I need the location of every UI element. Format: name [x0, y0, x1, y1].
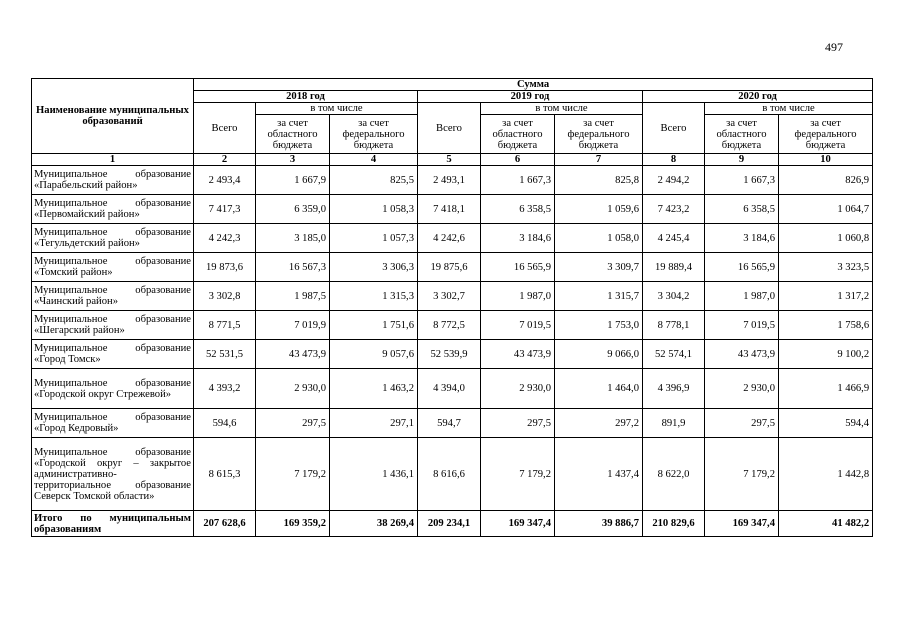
municipality-name: Муниципальное образование «Городской округ – закрытое административно-территориальное образование Северск Томской области»: [32, 438, 194, 511]
column-number: 8: [643, 154, 705, 166]
value-cell: 826,9: [779, 166, 873, 195]
value-cell: 16 565,9: [481, 253, 555, 282]
value-cell: 3 184,6: [481, 224, 555, 253]
table-row: [32, 311, 873, 340]
page-number: 497: [825, 40, 843, 54]
header-federal-2020: за счет федерального бюджета: [779, 115, 873, 154]
total-value-cell: 209 234,1: [418, 511, 481, 537]
value-cell: 7 179,2: [705, 438, 779, 511]
header-incl-2019: в том числе: [481, 103, 643, 115]
municipality-name: Муниципальное образование «Город Кедровый»: [32, 409, 194, 438]
value-cell: 19 889,4: [643, 253, 705, 282]
value-cell: 1 987,0: [481, 282, 555, 311]
value-cell: 3 185,0: [256, 224, 330, 253]
header-regional-2018: за счет областного бюджета: [256, 115, 330, 154]
table-row: [32, 253, 873, 282]
value-cell: 1 463,2: [330, 369, 418, 409]
municipality-name: Муниципальное образование «Городской округ Стрежевой»: [32, 369, 194, 409]
table-row: [32, 166, 873, 195]
value-cell: 7 019,5: [705, 311, 779, 340]
column-number-row: [32, 154, 873, 166]
value-cell: 4 245,4: [643, 224, 705, 253]
column-number: 1: [32, 154, 194, 166]
value-cell: 1 667,3: [705, 166, 779, 195]
value-cell: 1 317,2: [779, 282, 873, 311]
header-federal-2019: за счет федерального бюджета: [555, 115, 643, 154]
column-number: 7: [555, 154, 643, 166]
value-cell: 1 315,7: [555, 282, 643, 311]
value-cell: 2 493,4: [194, 166, 256, 195]
value-cell: 297,1: [330, 409, 418, 438]
table-row: [32, 438, 873, 511]
value-cell: 1 057,3: [330, 224, 418, 253]
value-cell: 3 304,2: [643, 282, 705, 311]
value-cell: 1 315,3: [330, 282, 418, 311]
header-incl-2020: в том числе: [705, 103, 873, 115]
value-cell: 7 179,2: [481, 438, 555, 511]
value-cell: 1 442,8: [779, 438, 873, 511]
value-cell: 4 242,6: [418, 224, 481, 253]
value-cell: 2 930,0: [256, 369, 330, 409]
value-cell: 4 393,2: [194, 369, 256, 409]
value-cell: 6 358,5: [705, 195, 779, 224]
value-cell: 9 066,0: [555, 340, 643, 369]
value-cell: 594,7: [418, 409, 481, 438]
value-cell: 7 019,5: [481, 311, 555, 340]
value-cell: 7 417,3: [194, 195, 256, 224]
value-cell: 1 058,0: [555, 224, 643, 253]
value-cell: 825,5: [330, 166, 418, 195]
value-cell: 7 019,9: [256, 311, 330, 340]
municipality-name: Муниципальное образование «Первомайский район»: [32, 195, 194, 224]
value-cell: 7 179,2: [256, 438, 330, 511]
value-cell: 16 565,9: [705, 253, 779, 282]
table-row: [32, 282, 873, 311]
total-value-cell: 169 347,4: [705, 511, 779, 537]
value-cell: 19 873,6: [194, 253, 256, 282]
value-cell: 825,8: [555, 166, 643, 195]
value-cell: 1 667,3: [481, 166, 555, 195]
header-incl-2018: в том числе: [256, 103, 418, 115]
value-cell: 1 464,0: [555, 369, 643, 409]
value-cell: 1 059,6: [555, 195, 643, 224]
value-cell: 8 778,1: [643, 311, 705, 340]
header-regional-2019: за счет областного бюджета: [481, 115, 555, 154]
value-cell: 7 418,1: [418, 195, 481, 224]
value-cell: 3 323,5: [779, 253, 873, 282]
value-cell: 52 539,9: [418, 340, 481, 369]
value-cell: 7 423,2: [643, 195, 705, 224]
value-cell: 1 987,0: [705, 282, 779, 311]
column-number: 9: [705, 154, 779, 166]
column-number: 5: [418, 154, 481, 166]
total-value-cell: 39 886,7: [555, 511, 643, 537]
value-cell: 19 875,6: [418, 253, 481, 282]
value-cell: 1 987,5: [256, 282, 330, 311]
total-value-cell: 41 482,2: [779, 511, 873, 537]
municipality-name: Муниципальное образование «Чаинский район»: [32, 282, 194, 311]
value-cell: 594,4: [779, 409, 873, 438]
table-row: [32, 195, 873, 224]
header-total-2019: Всего: [418, 103, 481, 154]
value-cell: 8 622,0: [643, 438, 705, 511]
value-cell: 9 057,6: [330, 340, 418, 369]
value-cell: 297,5: [256, 409, 330, 438]
value-cell: 2 930,0: [705, 369, 779, 409]
column-number: 4: [330, 154, 418, 166]
header-total-2018: Всего: [194, 103, 256, 154]
value-cell: 1 751,6: [330, 311, 418, 340]
budget-table: [31, 78, 873, 537]
value-cell: 43 473,9: [481, 340, 555, 369]
value-cell: 1 436,1: [330, 438, 418, 511]
value-cell: 4 394,0: [418, 369, 481, 409]
header-year-2018: 2018 год: [194, 91, 418, 103]
value-cell: 8 615,3: [194, 438, 256, 511]
value-cell: 3 309,7: [555, 253, 643, 282]
value-cell: 9 100,2: [779, 340, 873, 369]
total-row: [32, 511, 873, 537]
total-value-cell: 38 269,4: [330, 511, 418, 537]
total-value-cell: 169 359,2: [256, 511, 330, 537]
municipality-name: Муниципальное образование «Парабельский район»: [32, 166, 194, 195]
municipality-name: Муниципальное образование «Город Томск»: [32, 340, 194, 369]
column-number: 10: [779, 154, 873, 166]
value-cell: 43 473,9: [256, 340, 330, 369]
column-number: 3: [256, 154, 330, 166]
value-cell: 297,5: [481, 409, 555, 438]
header-year-2019: 2019 год: [418, 91, 643, 103]
value-cell: 2 493,1: [418, 166, 481, 195]
header-year-2020: 2020 год: [643, 91, 873, 103]
value-cell: 3 302,8: [194, 282, 256, 311]
value-cell: 3 184,6: [705, 224, 779, 253]
municipality-name: Муниципальное образование «Шегарский район»: [32, 311, 194, 340]
value-cell: 4 242,3: [194, 224, 256, 253]
municipality-name: Муниципальное образование «Тегульдетский район»: [32, 224, 194, 253]
header-federal-2018: за счет федерального бюджета: [330, 115, 418, 154]
municipality-name: Муниципальное образование «Томский район»: [32, 253, 194, 282]
value-cell: 2 930,0: [481, 369, 555, 409]
value-cell: 8 772,5: [418, 311, 481, 340]
table-row: [32, 340, 873, 369]
value-cell: 1 758,6: [779, 311, 873, 340]
value-cell: 8 616,6: [418, 438, 481, 511]
value-cell: 6 359,0: [256, 195, 330, 224]
value-cell: 1 667,9: [256, 166, 330, 195]
value-cell: 2 494,2: [643, 166, 705, 195]
value-cell: 891,9: [643, 409, 705, 438]
value-cell: 1 058,3: [330, 195, 418, 224]
total-value-cell: 210 829,6: [643, 511, 705, 537]
value-cell: 52 531,5: [194, 340, 256, 369]
table-row: [32, 224, 873, 253]
value-cell: 6 358,5: [481, 195, 555, 224]
value-cell: 594,6: [194, 409, 256, 438]
header-total-2020: Всего: [643, 103, 705, 154]
value-cell: 3 302,7: [418, 282, 481, 311]
total-value-cell: 169 347,4: [481, 511, 555, 537]
value-cell: 297,5: [705, 409, 779, 438]
value-cell: 1 466,9: [779, 369, 873, 409]
total-value-cell: 207 628,6: [194, 511, 256, 537]
value-cell: 1 064,7: [779, 195, 873, 224]
value-cell: 297,2: [555, 409, 643, 438]
total-label: Итого по муниципальным образованиям: [32, 511, 194, 537]
table-row: [32, 369, 873, 409]
table-row: [32, 409, 873, 438]
header-name-column: Наименование муниципальных образований: [32, 79, 194, 154]
value-cell: 16 567,3: [256, 253, 330, 282]
header-regional-2020: за счет областного бюджета: [705, 115, 779, 154]
value-cell: 1 753,0: [555, 311, 643, 340]
value-cell: 1 060,8: [779, 224, 873, 253]
value-cell: 4 396,9: [643, 369, 705, 409]
value-cell: 1 437,4: [555, 438, 643, 511]
value-cell: 3 306,3: [330, 253, 418, 282]
column-number: 2: [194, 154, 256, 166]
value-cell: 8 771,5: [194, 311, 256, 340]
column-number: 6: [481, 154, 555, 166]
value-cell: 43 473,9: [705, 340, 779, 369]
header-sum: Сумма: [194, 79, 873, 91]
value-cell: 52 574,1: [643, 340, 705, 369]
